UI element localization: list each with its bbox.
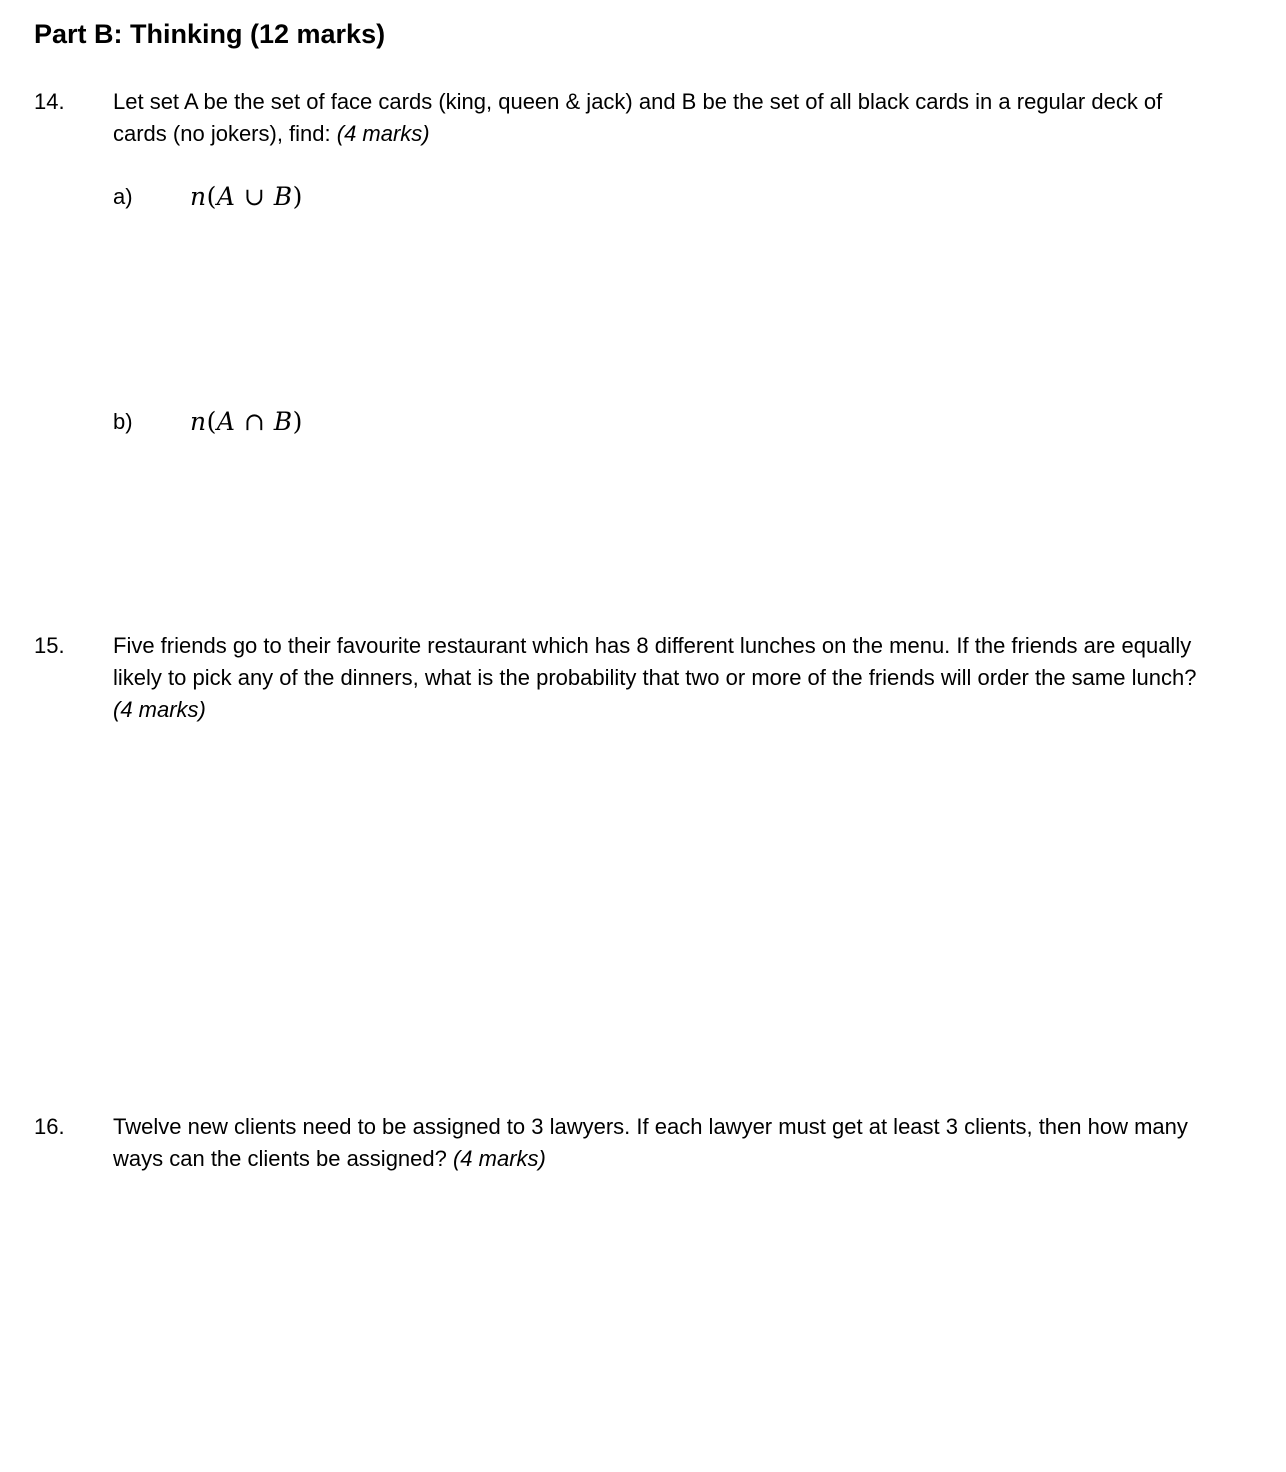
math-set-a: A xyxy=(216,407,236,436)
question-number: 14. xyxy=(34,89,65,114)
page-title: Part B: Thinking (12 marks) xyxy=(34,19,386,49)
sub-question-expression xyxy=(190,181,303,213)
question-number: 15. xyxy=(34,633,65,658)
question-text xyxy=(113,630,1213,726)
question-text xyxy=(113,86,1193,150)
sub-question-label: a) xyxy=(113,184,133,209)
question-marks: (4 marks) xyxy=(113,697,206,722)
math-operator: ∩ xyxy=(235,407,274,436)
question-body: Twelve new clients need to be assigned to 3 lawyers. If each lawyer must get at least 3 clients, then how many ways can the clients be assigned? xyxy=(113,1114,1188,1171)
question-body: Let set A be the set of face cards (king, queen & jack) and B be the set of all black cards in a regular deck of cards (no jokers), find: xyxy=(113,89,1163,146)
math-paren: ) xyxy=(292,407,303,436)
math-set-b: B xyxy=(273,407,293,436)
question-text xyxy=(113,1111,1193,1175)
question-marks: (4 marks) xyxy=(452,1146,546,1171)
sub-question-expression xyxy=(190,406,303,438)
question-body: Five friends go to their favourite restaurant which has 8 different lunches on the menu. If the friends are equally likely to pick any of the dinners, what is the probability that two or more of the friends will order the same lunch? xyxy=(113,633,1197,690)
math-operator: ∪ xyxy=(235,182,274,211)
question-number: 16. xyxy=(34,1114,65,1139)
math-set-a: A xyxy=(216,182,236,211)
math-paren: ( xyxy=(206,407,217,436)
question-marks: (4 marks) xyxy=(336,121,430,146)
math-paren: ( xyxy=(206,182,217,211)
math-paren: ) xyxy=(292,182,303,211)
math-set-b: B xyxy=(273,182,293,211)
math-function: n xyxy=(190,407,207,436)
math-function: n xyxy=(190,182,207,211)
sub-question-label: b) xyxy=(113,409,133,434)
